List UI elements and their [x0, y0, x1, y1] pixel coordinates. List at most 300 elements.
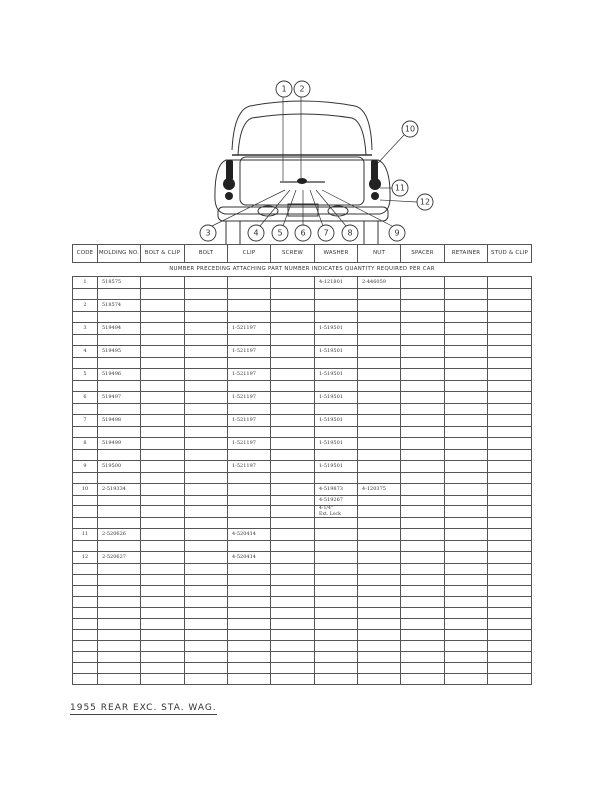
- spacer-row: [73, 541, 532, 552]
- table-cell: [271, 541, 315, 552]
- table-cell: 1-519501: [315, 346, 358, 358]
- attaching-parts-table: [72, 244, 532, 685]
- table-cell: [358, 381, 401, 392]
- table-cell: 1-519501: [315, 392, 358, 404]
- table-cell: 4-520414: [228, 529, 271, 541]
- svg-text:8: 8: [347, 228, 353, 238]
- table-cell: [358, 312, 401, 323]
- callout-3: [200, 225, 216, 241]
- table-cell: [141, 496, 185, 506]
- table-cell: [445, 289, 488, 300]
- table-row: [73, 415, 532, 427]
- table-cell: [141, 529, 185, 541]
- tail-lights: [223, 160, 381, 200]
- table-cell: [315, 652, 358, 663]
- svg-text:11: 11: [394, 183, 406, 193]
- table-cell: [185, 506, 228, 518]
- table-cell: [73, 496, 98, 506]
- table-cell: [315, 619, 358, 630]
- table-cell: [401, 450, 445, 461]
- table-cell: [358, 415, 401, 427]
- table-cell: [315, 427, 358, 438]
- table-cell: [488, 369, 532, 381]
- callout-8: [342, 225, 358, 241]
- table-cell: [488, 641, 532, 652]
- table-cell: [445, 312, 488, 323]
- column-header: WASHER: [315, 245, 358, 263]
- table-cell: [185, 427, 228, 438]
- table-cell: [315, 552, 358, 564]
- table-cell: [401, 575, 445, 586]
- table-cell: [141, 552, 185, 564]
- table-cell: 519498: [98, 415, 141, 427]
- table-cell: [488, 438, 532, 450]
- table-cell: [315, 300, 358, 312]
- table-cell: [98, 619, 141, 630]
- table-cell: [271, 300, 315, 312]
- table-cell: [488, 652, 532, 663]
- callout-1: [276, 81, 292, 97]
- table-cell: [401, 323, 445, 335]
- table-cell: 1-521197: [228, 369, 271, 381]
- table-row: [73, 438, 532, 450]
- table-cell: [73, 427, 98, 438]
- table-cell: [358, 518, 401, 529]
- table-cell: [401, 484, 445, 496]
- table-cell: [271, 346, 315, 358]
- table-cell: [315, 450, 358, 461]
- table-cell: [488, 323, 532, 335]
- table-cell: [141, 438, 185, 450]
- table-cell: [185, 619, 228, 630]
- table-cell: [358, 575, 401, 586]
- spacer-row: [73, 358, 532, 369]
- table-cell: [271, 427, 315, 438]
- svg-text:12: 12: [419, 197, 431, 207]
- spacer-row: [73, 641, 532, 652]
- table-cell: [488, 619, 532, 630]
- table-cell: [358, 300, 401, 312]
- table-cell: [358, 392, 401, 404]
- table-cell: [315, 289, 358, 300]
- table-cell: [271, 438, 315, 450]
- spacer-row: [73, 404, 532, 415]
- spacer-row: [73, 473, 532, 484]
- callout-9: [389, 225, 405, 241]
- table-cell: [141, 506, 185, 518]
- table-cell: [315, 674, 358, 685]
- table-cell: 12: [73, 552, 98, 564]
- column-header: SCREW: [271, 245, 315, 263]
- column-header: BOLT & CLIP: [141, 245, 185, 263]
- column-header: CLIP: [228, 245, 271, 263]
- table-cell: 4-520414: [228, 552, 271, 564]
- table-cell: [141, 277, 185, 289]
- table-cell: [141, 346, 185, 358]
- table-cell: 519499: [98, 438, 141, 450]
- table-cell: [445, 518, 488, 529]
- table-cell: [401, 438, 445, 450]
- table-cell: [401, 541, 445, 552]
- table-cell: [315, 335, 358, 346]
- table-cell: [358, 663, 401, 674]
- table-cell: [98, 427, 141, 438]
- table-cell: [73, 518, 98, 529]
- table-cell: 1-519501: [315, 415, 358, 427]
- table-cell: [401, 404, 445, 415]
- table-cell: [271, 473, 315, 484]
- table-cell: [401, 312, 445, 323]
- svg-text:4: 4: [253, 228, 259, 238]
- table-cell: [228, 506, 271, 518]
- table-cell: [445, 586, 488, 597]
- table-cell: [488, 484, 532, 496]
- table-cell: [271, 674, 315, 685]
- table-cell: 2-446059: [358, 277, 401, 289]
- svg-text:10: 10: [404, 124, 416, 134]
- table-cell: [98, 450, 141, 461]
- table-cell: [488, 597, 532, 608]
- table-cell: [228, 586, 271, 597]
- table-cell: [185, 392, 228, 404]
- table-cell: [271, 518, 315, 529]
- table-cell: [185, 346, 228, 358]
- table-cell: [228, 300, 271, 312]
- table-cell: [445, 541, 488, 552]
- table-cell: [73, 506, 98, 518]
- column-header: STUD & CLIP: [488, 245, 532, 263]
- table-cell: [185, 277, 228, 289]
- spacer-row: [73, 518, 532, 529]
- table-cell: [141, 415, 185, 427]
- table-cell: [401, 289, 445, 300]
- table-cell: [401, 674, 445, 685]
- table-cell: [185, 438, 228, 450]
- table-cell: [445, 300, 488, 312]
- table-cell: [73, 541, 98, 552]
- table-cell: [488, 518, 532, 529]
- table-cell: 1-521197: [228, 461, 271, 473]
- table-cell: [401, 346, 445, 358]
- callout-12: [417, 194, 433, 210]
- table-cell: [271, 586, 315, 597]
- table-cell: [228, 518, 271, 529]
- table-cell: [315, 541, 358, 552]
- table-cell: [358, 438, 401, 450]
- table-cell: [185, 323, 228, 335]
- table-cell: [141, 381, 185, 392]
- table-cell: [98, 404, 141, 415]
- quantity-note-row: [73, 263, 532, 277]
- table-cell: [271, 323, 315, 335]
- table-cell: [445, 529, 488, 541]
- table-cell: [185, 652, 228, 663]
- table-cell: [228, 575, 271, 586]
- svg-text:3: 3: [205, 228, 211, 238]
- table-cell: [141, 300, 185, 312]
- table-cell: [98, 597, 141, 608]
- callout-5: [272, 225, 288, 241]
- table-cell: [98, 630, 141, 641]
- table-cell: [488, 335, 532, 346]
- table-cell: [271, 619, 315, 630]
- table-cell: [141, 404, 185, 415]
- table-cell: [73, 289, 98, 300]
- column-header: CODE: [73, 245, 98, 263]
- table-cell: [401, 564, 445, 575]
- table-cell: [228, 289, 271, 300]
- table-cell: [488, 277, 532, 289]
- table-cell: [488, 506, 532, 518]
- table-cell: [228, 674, 271, 685]
- table-cell: [228, 496, 271, 506]
- table-cell: [185, 674, 228, 685]
- table-cell: [185, 529, 228, 541]
- spacer-row: [73, 630, 532, 641]
- table-cell: 2: [73, 300, 98, 312]
- table-cell: 4-519267: [315, 496, 358, 506]
- table-cell: 4-120375: [358, 484, 401, 496]
- table-cell: [185, 575, 228, 586]
- table-cell: 1-519501: [315, 461, 358, 473]
- table-cell: [445, 427, 488, 438]
- spacer-row: [73, 586, 532, 597]
- table-cell: [358, 461, 401, 473]
- table-cell: [141, 586, 185, 597]
- table-cell: [445, 438, 488, 450]
- table-row: [73, 323, 532, 335]
- table-cell: [445, 381, 488, 392]
- table-cell: [271, 506, 315, 518]
- table-cell: [488, 663, 532, 674]
- table-cell: [185, 541, 228, 552]
- table-cell: [315, 564, 358, 575]
- callout-10: [402, 121, 418, 137]
- table-cell: [358, 496, 401, 506]
- table-cell: [445, 597, 488, 608]
- table-cell: [358, 473, 401, 484]
- table-cell: [141, 392, 185, 404]
- table-cell: [401, 277, 445, 289]
- table-cell: [141, 484, 185, 496]
- table-cell: [141, 652, 185, 663]
- table-cell: [445, 415, 488, 427]
- table-cell: [185, 663, 228, 674]
- table-cell: 8: [73, 438, 98, 450]
- table-cell: [315, 630, 358, 641]
- spacer-row: [73, 506, 532, 518]
- column-header: BOLT: [185, 245, 228, 263]
- table-cell: [185, 461, 228, 473]
- table-cell: [228, 663, 271, 674]
- table-cell: [98, 518, 141, 529]
- table-cell: [228, 484, 271, 496]
- table-cell: [185, 369, 228, 381]
- table-cell: [228, 541, 271, 552]
- svg-text:9: 9: [394, 228, 400, 238]
- table-cell: 519494: [98, 323, 141, 335]
- table-cell: [73, 586, 98, 597]
- table-cell: [488, 473, 532, 484]
- table-cell: [228, 630, 271, 641]
- table-cell: [73, 641, 98, 652]
- table-cell: [445, 619, 488, 630]
- table-row: [73, 484, 532, 496]
- table-cell: [271, 641, 315, 652]
- table-cell: [98, 473, 141, 484]
- column-header: RETAINER: [445, 245, 488, 263]
- table-cell: [315, 608, 358, 619]
- table-cell: [358, 346, 401, 358]
- table-cell: [445, 552, 488, 564]
- table-cell: [141, 575, 185, 586]
- table-cell: [228, 312, 271, 323]
- table-cell: [488, 300, 532, 312]
- table-cell: [445, 392, 488, 404]
- table-cell: 519497: [98, 392, 141, 404]
- table-cell: [73, 597, 98, 608]
- table-row: [73, 529, 532, 541]
- table-cell: [141, 518, 185, 529]
- table-cell: 1-521197: [228, 415, 271, 427]
- spacer-row: [73, 335, 532, 346]
- table-cell: [73, 312, 98, 323]
- quantity-note: NUMBER PRECEDING ATTACHING PART NUMBER INDICATES QUANTITY REQUIRED PER CAR: [73, 263, 532, 277]
- table-cell: [358, 506, 401, 518]
- spacer-row: [73, 619, 532, 630]
- spacer-row: [73, 564, 532, 575]
- table-cell: [141, 369, 185, 381]
- table-cell: 1-519501: [315, 369, 358, 381]
- callout-2: [294, 81, 310, 97]
- table-cell: [445, 484, 488, 496]
- table-cell: 2-520626: [98, 529, 141, 541]
- table-cell: [98, 608, 141, 619]
- spacer-row: [73, 597, 532, 608]
- table-cell: [228, 427, 271, 438]
- table-cell: 10: [73, 484, 98, 496]
- table-cell: [488, 312, 532, 323]
- table-cell: [98, 575, 141, 586]
- table-cell: [358, 323, 401, 335]
- table-cell: [488, 461, 532, 473]
- table-cell: [358, 335, 401, 346]
- table-cell: [358, 608, 401, 619]
- table-cell: 1-521197: [228, 346, 271, 358]
- table-cell: [185, 450, 228, 461]
- table-cell: [228, 358, 271, 369]
- table-cell: [228, 473, 271, 484]
- table-cell: [315, 586, 358, 597]
- table-cell: [488, 289, 532, 300]
- table-cell: [185, 564, 228, 575]
- table-cell: [185, 586, 228, 597]
- table-cell: [228, 619, 271, 630]
- table-row: [73, 552, 532, 564]
- table-cell: 5: [73, 369, 98, 381]
- svg-text:7: 7: [323, 228, 329, 238]
- table-cell: [401, 427, 445, 438]
- table-cell: [185, 335, 228, 346]
- table-cell: [141, 358, 185, 369]
- table-cell: [73, 575, 98, 586]
- table-cell: [271, 575, 315, 586]
- spacer-row: [73, 575, 532, 586]
- table-cell: [401, 496, 445, 506]
- table-cell: [358, 289, 401, 300]
- table-cell: [73, 381, 98, 392]
- table-cell: [271, 597, 315, 608]
- table-cell: [445, 473, 488, 484]
- table-row: [73, 461, 532, 473]
- table-cell: [445, 461, 488, 473]
- table-cell: [228, 641, 271, 652]
- table-cell: [98, 496, 141, 506]
- table-cell: [271, 335, 315, 346]
- table-cell: [141, 461, 185, 473]
- table-cell: [271, 484, 315, 496]
- table-cell: [401, 369, 445, 381]
- table-cell: 518574: [98, 300, 141, 312]
- svg-text:1: 1: [281, 84, 287, 94]
- spacer-row: [73, 289, 532, 300]
- table-cell: [358, 619, 401, 630]
- table-cell: [488, 529, 532, 541]
- table-cell: [141, 312, 185, 323]
- table-cell: 4: [73, 346, 98, 358]
- table-cell: [73, 564, 98, 575]
- table-cell: [401, 608, 445, 619]
- table-cell: [401, 335, 445, 346]
- table-cell: [73, 335, 98, 346]
- page-title: 1955 REAR EXC. STA. WAG.: [70, 703, 217, 713]
- table-cell: [141, 608, 185, 619]
- table-cell: [185, 415, 228, 427]
- table-cell: [315, 404, 358, 415]
- table-cell: [98, 312, 141, 323]
- table-cell: [401, 630, 445, 641]
- table-cell: [141, 335, 185, 346]
- table-cell: [73, 674, 98, 685]
- column-header: MOLDING NO.: [98, 245, 141, 263]
- table-cell: [401, 506, 445, 518]
- table-cell: [445, 323, 488, 335]
- table-cell: [228, 335, 271, 346]
- table-cell: [358, 674, 401, 685]
- table-cell: [141, 630, 185, 641]
- table-cell: [185, 484, 228, 496]
- table-cell: [228, 608, 271, 619]
- table-cell: [228, 450, 271, 461]
- table-cell: [488, 575, 532, 586]
- table-cell: [401, 461, 445, 473]
- table-cell: [358, 652, 401, 663]
- table-cell: 519500: [98, 461, 141, 473]
- table-cell: 1-521197: [228, 392, 271, 404]
- table-cell: [98, 506, 141, 518]
- table-cell: [141, 597, 185, 608]
- table-cell: [445, 496, 488, 506]
- callout-11: [392, 180, 408, 196]
- table-cell: [488, 346, 532, 358]
- table-cell: [445, 346, 488, 358]
- table-cell: [488, 392, 532, 404]
- spacer-row: [73, 381, 532, 392]
- spacer-row: [73, 496, 532, 506]
- table-cell: [488, 450, 532, 461]
- table-cell: [185, 473, 228, 484]
- table-cell: [445, 277, 488, 289]
